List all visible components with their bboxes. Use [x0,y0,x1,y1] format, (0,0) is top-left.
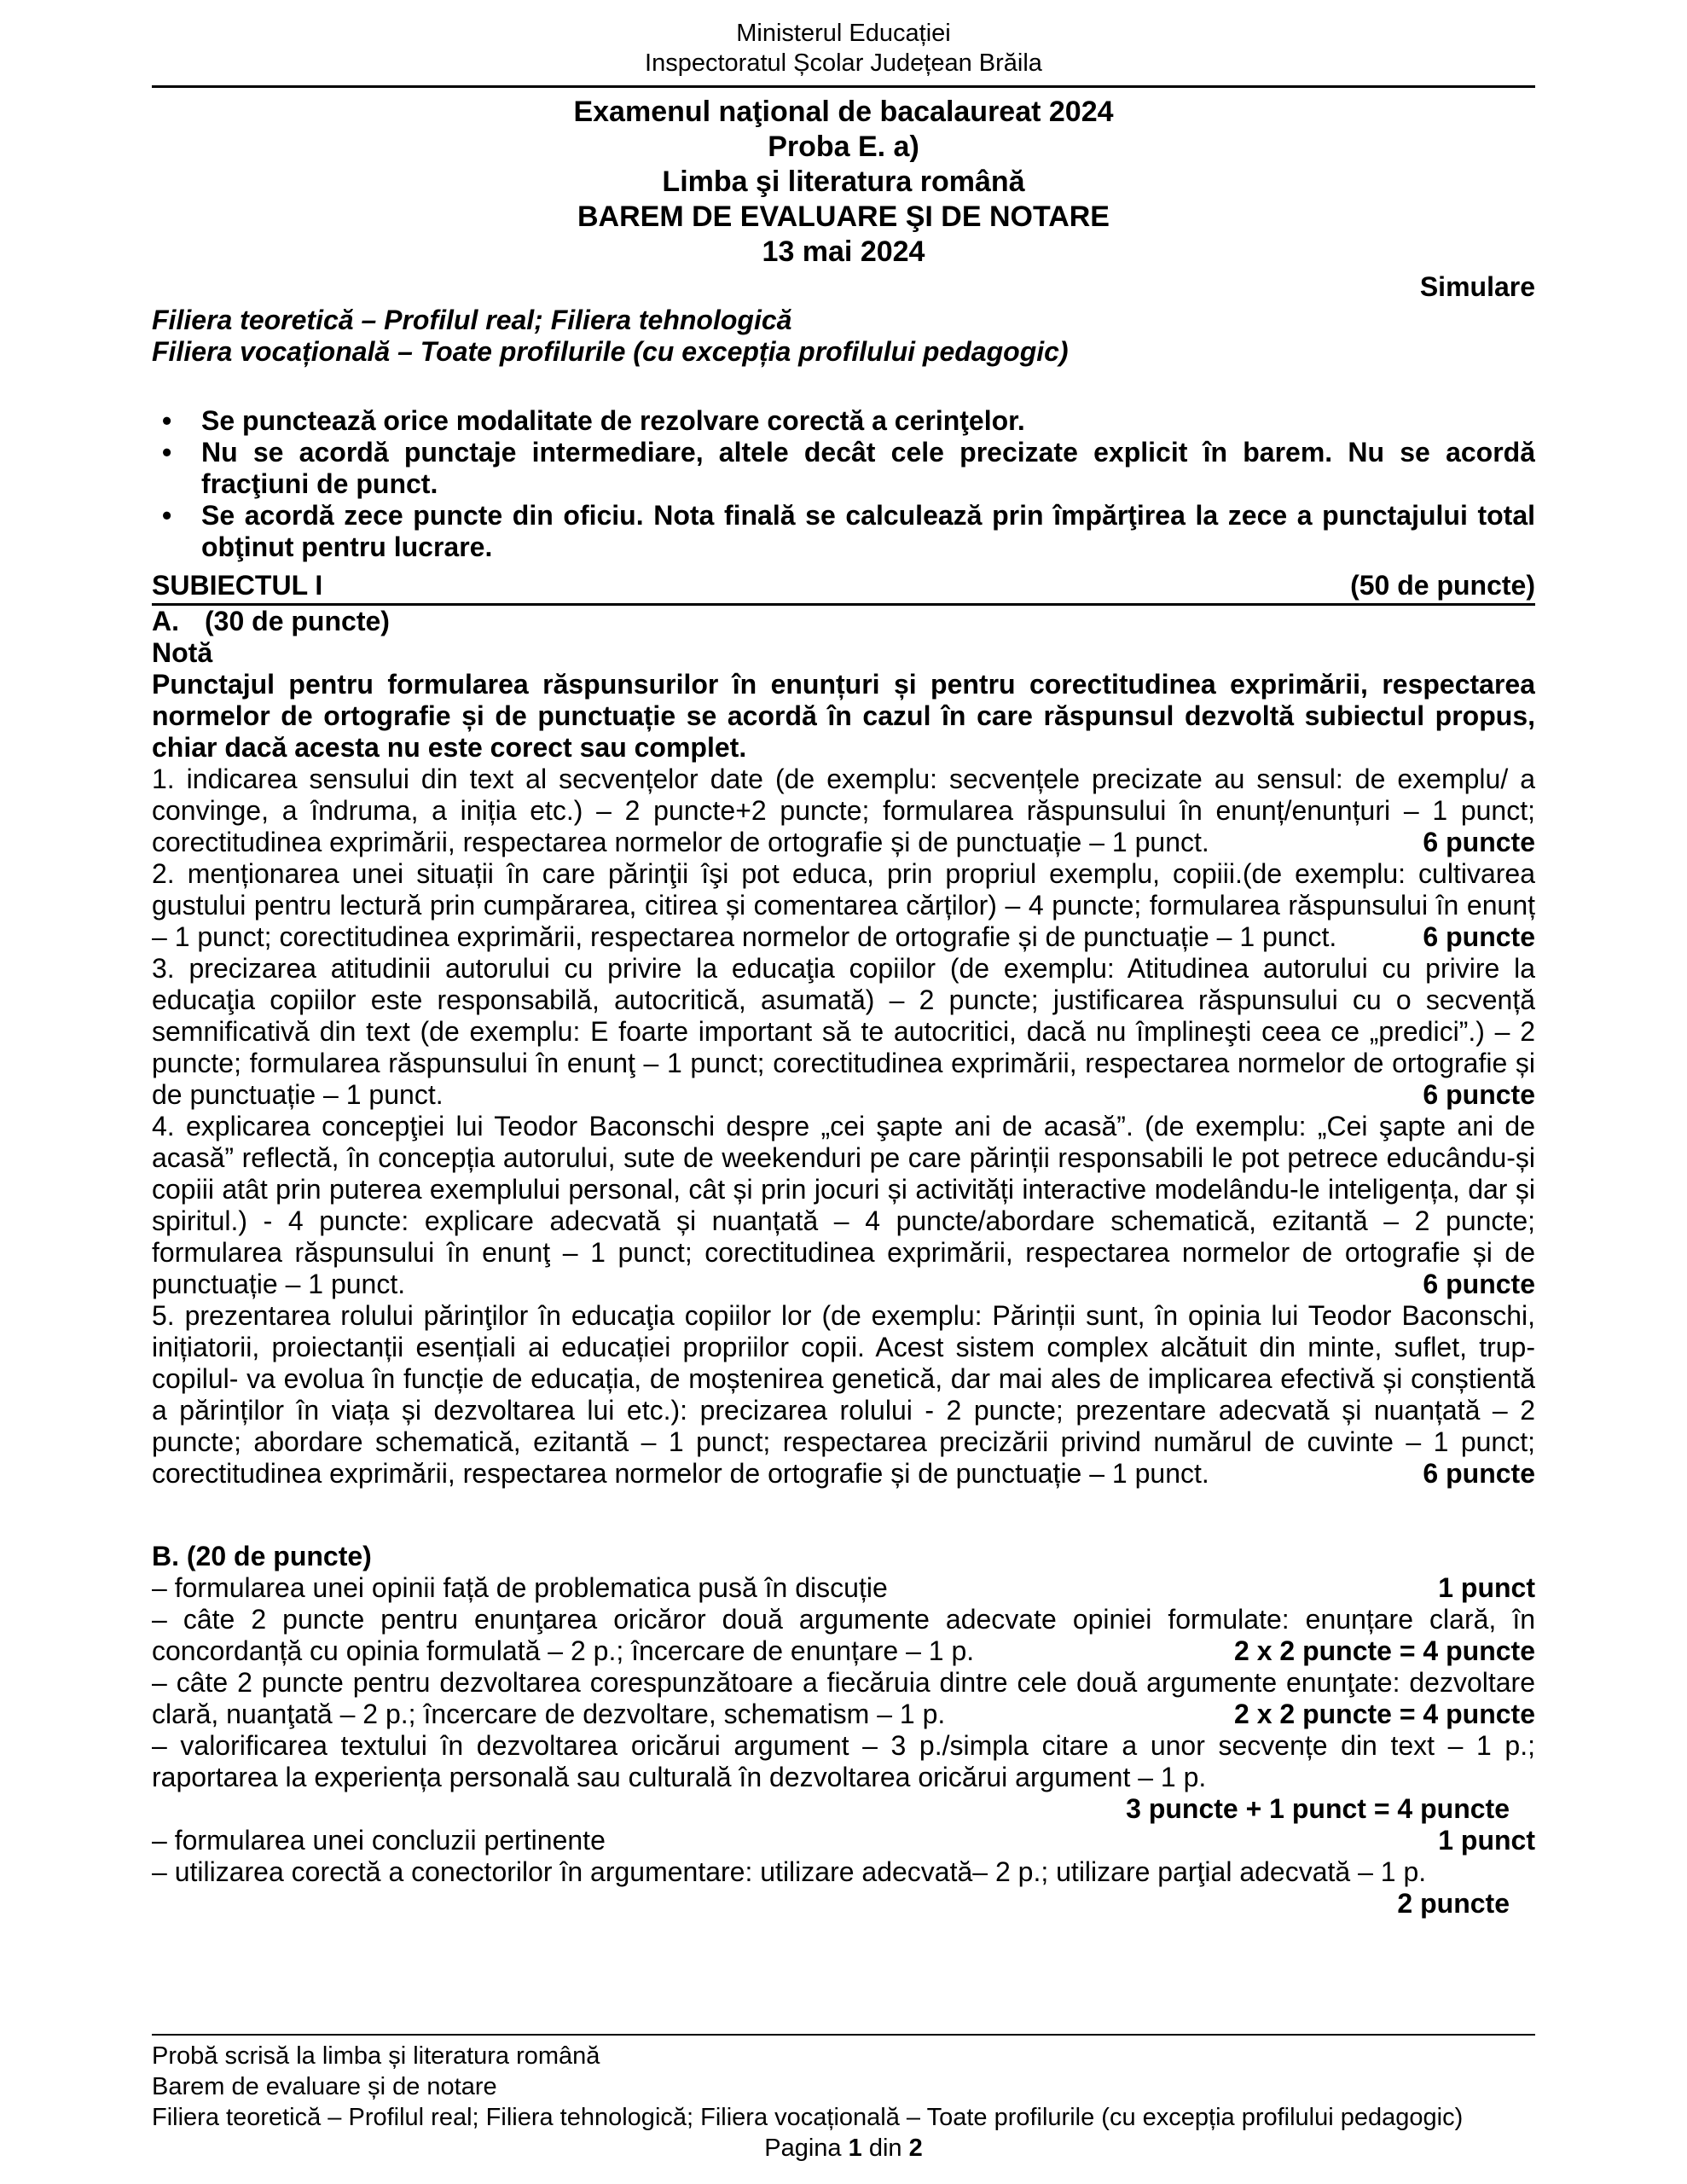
nota-title: Notă [152,637,213,668]
section-b-label: B. (20 de puncte) [152,1541,372,1571]
ministry-name: Ministerul Educației [736,20,951,47]
general-rule-text: Se acordă zece puncte din oficiu. Nota finală se calculează prin împărţirea la zece a punctajului total obţinut pentru lucrare. [201,500,1535,562]
general-rule [152,405,1535,437]
rubric-item-3 [152,953,1535,1111]
footer-line-3: Filiera teoretică – Profilul real; Filiera tehnologică; Filiera vocațională – Toate profilurile (cu excepția profilului pedagogic) [152,2104,1464,2131]
b-item-4-points: 3 puncte + 1 punct = 4 puncte [1126,1793,1510,1824]
item-points: 6 puncte [1423,1079,1535,1110]
bullet-icon: • [162,500,172,531]
bullet-icon: • [162,405,172,436]
general-rule-text: Nu se acordă punctaje intermediare, altele decât cele precizate explicit în barem. Nu se acordă fracţiuni de punct. [201,437,1535,499]
subject-line: Limba şi literatura română [662,166,1025,198]
title-block [152,95,1535,270]
filiera-block [152,305,1535,368]
subiect1-heading-row [152,570,1535,606]
page-current: 1 [848,2135,862,2162]
b-item-5 [152,1825,1535,1856]
item-text: 5. prezentarea rolului părinţilor în educaţia copiilor lor (de exemplu: Părinții sunt, în opinia lui Teodor Baconschi, inițiatorii, proiectanții esențiali ai educației propriilor copii. Acest sistem complex alcătuit din minte, suflet, trup- copilul- va evolua în funcție de educația, de moștenirea genetică, dar mai ales de implicarea efectivă și conștientă a părinților în viața și dezvoltarea lui etc.): precizarea rolului - 2 puncte; prezentare adecvată și nuanțată – 2 puncte; abordare schematică, ezitantă – 1 punct; respectarea precizării privind numărul de cuvinte – 1 punct; corectitudinea exprimării, respectarea normelor de ortografie și de punctuație – 1 punct. [152,1300,1535,1489]
item-text: – formularea unei opinii față de problematica pusă în discuție [152,1572,888,1603]
section-a-label: A. [152,606,179,636]
rubric-item-5 [152,1300,1535,1490]
general-rules-list [152,405,1535,563]
item-text: 4. explicarea concepţiei lui Teodor Baconschi despre „cei şapte ani de acasă”. (de exemplu: „Cei şapte ani de acasă” reflectă, în concepția autorului, sute de weekenduri pe care părinții responsabili le pot petrece educându-și copiii atât prin puterea exemplului personal, cât și prin jocuri și activități interactive modelându-le inteligența, dar și spiritul.) - 4 puncte: explicare adecvată și nuanțată – 4 puncte/abordare schematică, ezitantă – 2 puncte; formularea răspunsului în enunţ – 1 punct; corectitudinea exprimării, respectarea normelor de ortografie și de punctuație – 1 punct. [152,1111,1535,1299]
section-a-label-row [152,606,1535,637]
date-line: 13 mai 2024 [762,235,925,268]
rubric-item-1 [152,764,1535,858]
item-text: – valorificarea textului în dezvoltarea oricărui argument – 3 p./simpla citare a unor secvențe din text – 1 p.; raportarea la experiența personală sau culturală în dezvoltarea oricărui argument – 1 p. [152,1730,1535,1792]
footer-page-number [152,2133,1535,2164]
inspectorate-name: Inspectoratul Școlar Județean Brăila [645,49,1042,77]
item-points: 2 x 2 puncte = 4 puncte [1234,1699,1535,1729]
item-text: 3. precizarea atitudinii autorului cu privire la educaţia copiilor (de exemplu: Atitudinea autorului cu privire la educaţia copiilor este responsabilă, autocritică, asumată) – 2 puncte; justificarea răspunsului cu o secvență semnificativă din text (de exemplu: E foarte important să te autocritici, dacă nu împlineşti ceea ce „predici”.) – 2 puncte; formularea răspunsului în enunţ – 1 punct; corectitudinea exprimării, respectarea normelor de ortografie și de punctuație – 1 punct. [152,953,1535,1110]
item-text: 2. menționarea unei situații în care părinţii îşi pot educa, prin propriul exemplu, copiii.(de exemplu: cultivarea gustului pentru lectură prin cumpărarea, citirea și comentarea cărților) – 4 puncte; formularea răspunsului în enunț – 1 punct; corectitudinea exprimării, respectarea normelor de ortografie și de punctuație – 1 punct. [152,858,1535,952]
b-item-3 [152,1667,1535,1730]
b-item-4 [152,1730,1535,1793]
footer-line-2: Barem de evaluare și de notare [152,2073,497,2100]
b-item-1 [152,1572,1535,1604]
exam-title: Examenul naţional de bacalaureat 2024 [573,96,1114,128]
item-points: 6 puncte [1423,921,1535,952]
general-rule [152,437,1535,500]
general-rule [152,500,1535,563]
item-points: 6 puncte [1423,1458,1535,1489]
item-text: – formularea unei concluzii pertinente [152,1825,606,1856]
proba-line: Proba E. a) [768,131,919,163]
simulare-label: Simulare [1419,271,1535,302]
page-label-middle: din [868,2135,902,2162]
item-text: – utilizarea corectă a conectorilor în argumentare: utilizare adecvată– 2 p.; utilizare parţial adecvată – 1 p. [152,1856,1427,1887]
item-text: 1. indicarea sensului din text al secvențelor date (de exemplu: secvențele precizate au sensul: de exemplu/ a convinge, a îndruma, a iniția etc.) – 2 puncte+2 puncte; formularea răspunsului în enunț/enunțuri – 1 punct; corectitudinea exprimării, respectarea normelor de ortografie și de punctuație – 1 punct. [152,764,1535,857]
item-points: 2 x 2 puncte = 4 puncte [1234,1635,1535,1666]
item-points: 1 punct [1438,1825,1535,1856]
ministry-header [152,19,1535,88]
page-footer [152,2034,1535,2164]
subiect1-points: (50 de puncte) [1350,570,1535,601]
rubric-item-2 [152,858,1535,953]
page-total: 2 [908,2135,923,2162]
item-points: 6 puncte [1423,1269,1535,1299]
item-points: 1 punct [1438,1572,1535,1603]
item-text: – câte 2 puncte pentru dezvoltarea corespunzătoare a fiecăruia dintre cele două argumente enunţate: dezvoltare clară, nuanţată – 2 p.; încercare de dezvoltare, schematism – 1 p. [152,1667,1535,1729]
filiera-line-1: Filiera teoretică – Profilul real; Filiera tehnologică [152,305,792,335]
item-points: 6 puncte [1423,827,1535,857]
section-a-points: (30 de puncte) [205,606,390,636]
document-body [152,88,1535,2034]
b-item-6-points: 2 puncte [1397,1888,1510,1919]
rubric-item-4 [152,1111,1535,1300]
item-text: – câte 2 puncte pentru enunţarea oricăror două argumente adecvate opiniei formulate: enunțare clară, în concordanță cu opinia formulată – 2 p.; încercare de enunțare – 1 p. [152,1604,1535,1666]
b-item-6 [152,1856,1535,1888]
footer-line-1: Probă scrisă la limba și literatura română [152,2042,600,2070]
subiect1-heading: SUBIECTUL I [152,570,323,601]
bullet-icon: • [162,437,172,468]
filiera-line-2: Filiera vocațională – Toate profilurile (cu excepția profilului pedagogic) [152,336,1069,367]
b-item-2 [152,1604,1535,1667]
section-b [152,1541,1535,1920]
nota-text: Punctajul pentru formularea răspunsurilor în enunțuri și pentru corectitudinea exprimării, respectarea normelor de ortografie și de punctuație se acordă în cazul în care răspunsul dezvoltă subiectul propus, chiar dacă acesta nu este corect sau complet. [152,669,1535,763]
barem-title: BAREM DE EVALUARE ŞI DE NOTARE [577,200,1110,233]
general-rule-text: Se punctează orice modalitate de rezolvare corectă a cerinţelor. [201,405,1025,436]
page-label-prefix: Pagina [764,2135,842,2162]
